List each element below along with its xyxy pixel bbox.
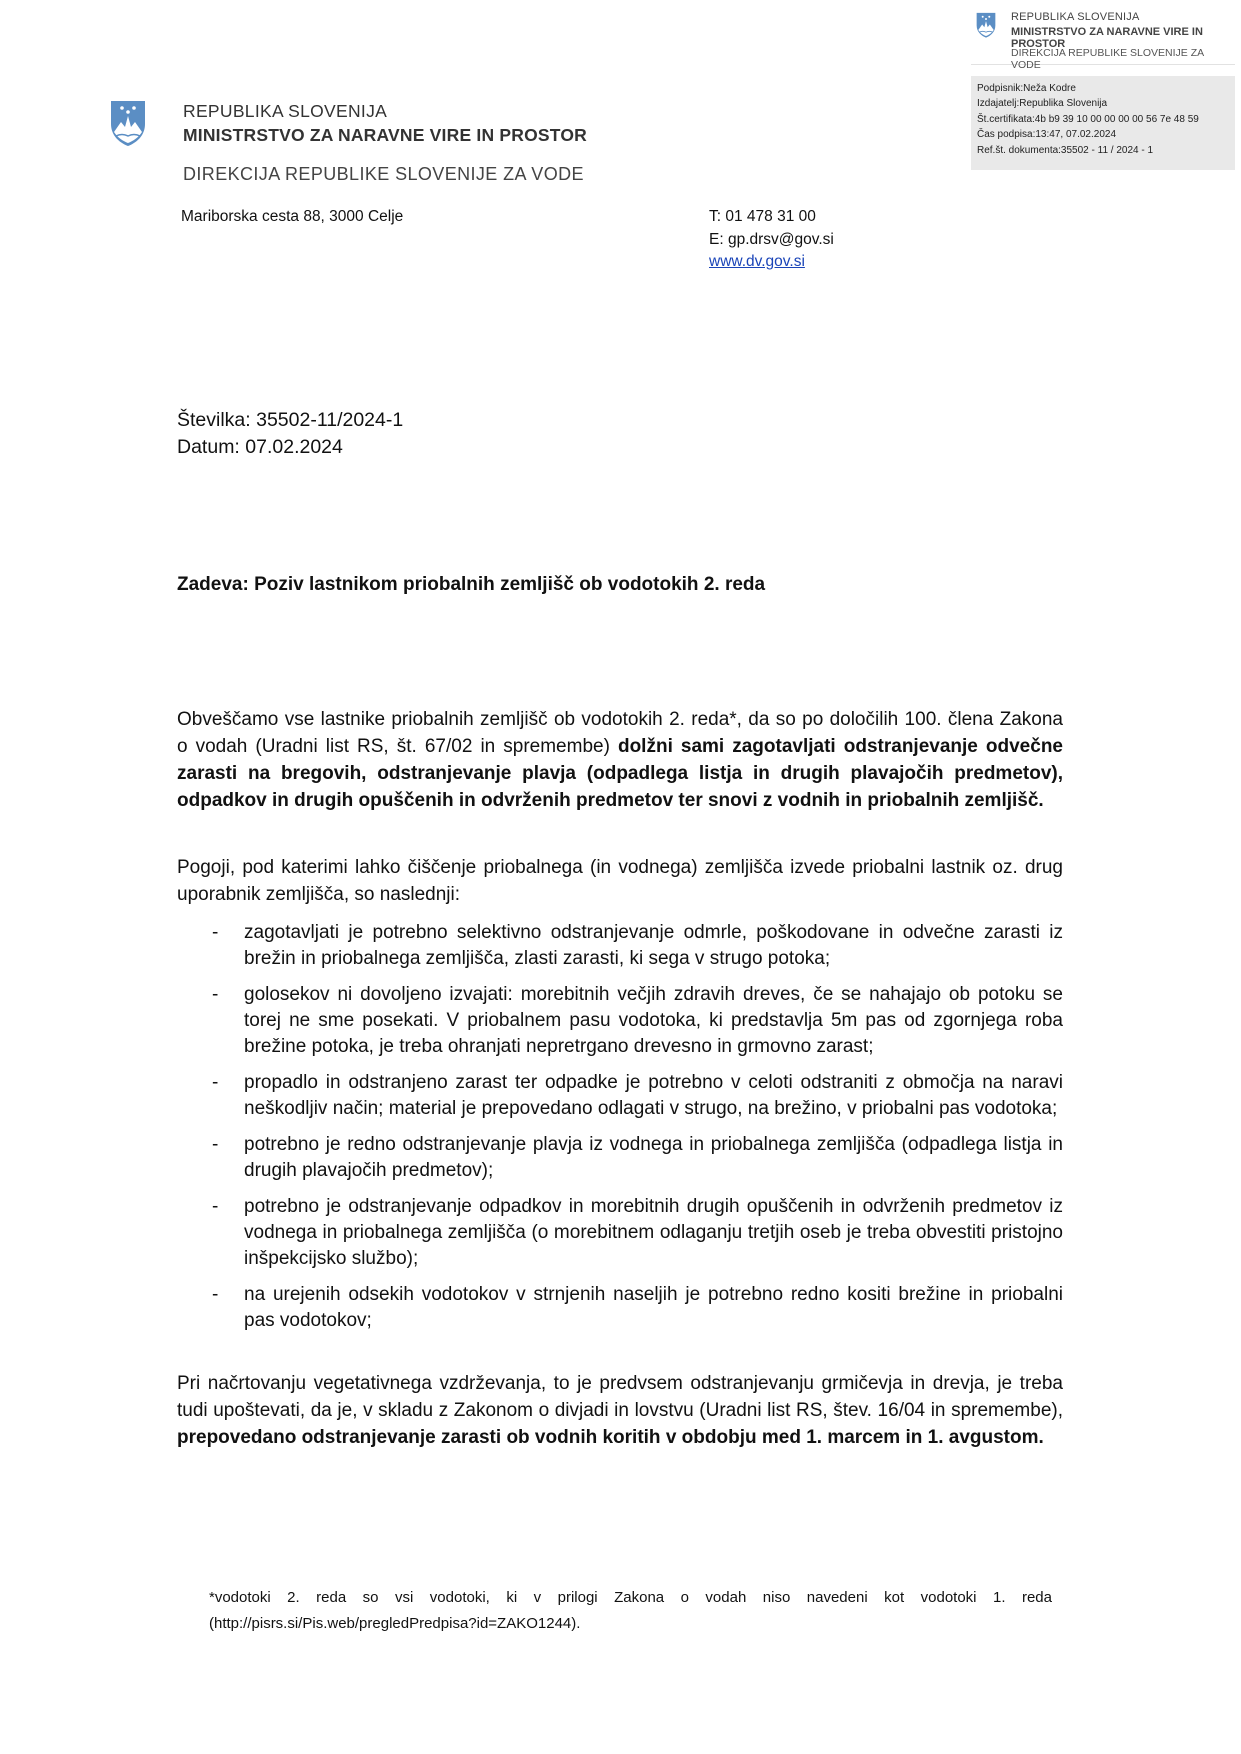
org-name-line1: REPUBLIKA SLOVENIJA: [183, 101, 388, 121]
stamp-org-line1: REPUBLIKA SLOVENIJA: [1011, 11, 1140, 23]
coat-of-arms-icon: [108, 98, 148, 148]
list-dash: -: [212, 1134, 219, 1155]
paragraph-intro-emphasis: dolžni sami zagotavljati odstranjevanje odvečne zarasti na bregovih, odstranjevanje plavja (odpadlega listja in drugih plavajočih predmetov), odpadkov in drugih opuščenih in odvrženih predmetov ter snovi z vodnih in priobalnih zemljišč.: [177, 736, 1063, 811]
paragraph-intro-text: Obveščamo vse lastnike priobalnih zemljišč ob vodotokih 2. reda*, da so po določilih 100. člena Zakona o vodah (Uradni list RS, št. 67/02 in spremembe): [177, 709, 1063, 757]
address: Mariborska cesta 88, 3000 Celje: [181, 208, 404, 225]
paragraph-planning-emphasis: prepovedano odstranjevanje zarasti ob vodnih koritih v obdobju med 1. marcem in 1. avgustom.: [177, 1427, 1044, 1448]
paragraph-planning-text: Pri načrtovanju vegetativnega vzdrževanja, to je predvsem odstranjevanju grmičevja in drevja, je treba tudi upoštevati, da je, v skladu z Zakonom o divjadi in lovstvu (Uradni list RS, štev. 16/04 in spremembe),: [177, 1373, 1063, 1421]
list-dash: -: [212, 1072, 219, 1093]
stamp-certificate: Št.certifikata:4b b9 39 10 00 00 00 00 56 7e 48 59: [977, 113, 1199, 125]
phone: T: 01 478 31 00: [709, 208, 816, 225]
list-item: [212, 1282, 1063, 1334]
digital-signature-stamp: [971, 6, 1235, 170]
list-item-text: zagotavljati je potrebno selektivno odstranjevanje odmrle, poškodovane in odvečne zarasti iz brežin in priobalnega zemljišča, zlasti zarasti, ki sega v strugo potoka;: [244, 922, 1063, 969]
stamp-signer: Podpisnik:Neža Kodre: [977, 83, 1076, 94]
list-item: [212, 1132, 1063, 1184]
paragraph-intro: [177, 706, 1063, 814]
email: E: gp.drsv@gov.si: [709, 231, 834, 248]
list-item: [212, 1070, 1063, 1122]
org-name-line2: MINISTRSTVO ZA NARAVNE VIRE IN PROSTOR: [183, 125, 587, 145]
list-item-text: golosekov ni dovoljeno izvajati: morebitnih večjih zdravih dreves, če se nahajajo ob potoku se torej ne sme posekati. V priobalnem pasu vodotoka, ki predstavlja 5m pas od zgornjega roba brežine potoka, je treba ohranjati nepretrgano drevesno in grmovno zarast;: [244, 984, 1063, 1057]
document-date: Datum: 07.02.2024: [177, 436, 343, 458]
list-item: [212, 982, 1063, 1060]
list-item: [212, 1194, 1063, 1272]
stamp-directorate: DIREKCIJA REPUBLIKE SLOVENIJE ZA VODE: [1011, 47, 1204, 71]
list-item-text: na urejenih odsekih vodotokov v strnjenih naseljih je potrebno redno kositi brežine in priobalni pas vodotokov;: [244, 1284, 1063, 1331]
list-dash: -: [212, 984, 219, 1005]
stamp-details: [971, 76, 1235, 170]
paragraph-conditions: Pogoji, pod katerimi lahko čiščenje priobalnega (in vodnega) zemljišča izvede priobalni lastnik oz. drug uporabnik zemljišča, so naslednji:: [177, 857, 1063, 905]
stamp-issuer: Izdajatelj:Republika Slovenija: [977, 98, 1108, 110]
stamp-sign-time: Čas podpisa:13:47, 07.02.2024: [977, 129, 1116, 141]
list-item-text: potrebno je redno odstranjevanje plavja iz vodnega in priobalnega zemljišča (odpadlega listja in drugih plavajočih predmetov);: [244, 1134, 1063, 1181]
paragraph-planning: [177, 1370, 1063, 1451]
directorate-name: DIREKCIJA REPUBLIKE SLOVENIJE ZA VODE: [183, 164, 584, 184]
list-item-text: potrebno je odstranjevanje odpadkov in morebitnih drugih opuščenih in odvrženih predmetov iz vodnega in priobalnega zemljišča (o morebitnem odlaganju tretjih oseb je treba obvestiti pristojno inšpekcijsko službo);: [244, 1196, 1063, 1269]
list-dash: -: [212, 922, 219, 943]
list-item-text: propadlo in odstranjeno zarast ter odpadke je potrebno v celoti odstraniti z območja na naravi neškodljiv način; material je prepovedano odlagati v strugo, na brežino, v priobalni pas vodotoka;: [244, 1072, 1063, 1119]
coat-of-arms-icon: [975, 10, 997, 40]
subject-line: Zadeva: Poziv lastnikom priobalnih zemljišč ob vodotokih 2. reda: [177, 574, 766, 595]
document-number: Številka: 35502-11/2024-1: [177, 409, 404, 431]
conditions-list: [212, 920, 1063, 1344]
website-link[interactable]: www.dv.gov.si: [709, 253, 805, 270]
list-item: [212, 920, 1063, 972]
list-dash: -: [212, 1196, 219, 1217]
stamp-org-line2: MINISTRSTVO ZA NARAVNE VIRE IN PROSTOR: [1011, 26, 1203, 50]
stamp-reference: Ref.št. dokumenta:35502 - 11 / 2024 - 1: [977, 144, 1154, 156]
list-dash: -: [212, 1284, 219, 1305]
footnote: *vodotoki 2. reda so vsi vodotoki, ki v prilogi Zakona o vodah niso navedeni kot vodotoki 1. reda (http://pisrs.si/Pis.web/pregledPredpisa?id=ZAKO1244).: [209, 1589, 1052, 1632]
stamp-header: [971, 6, 1235, 71]
